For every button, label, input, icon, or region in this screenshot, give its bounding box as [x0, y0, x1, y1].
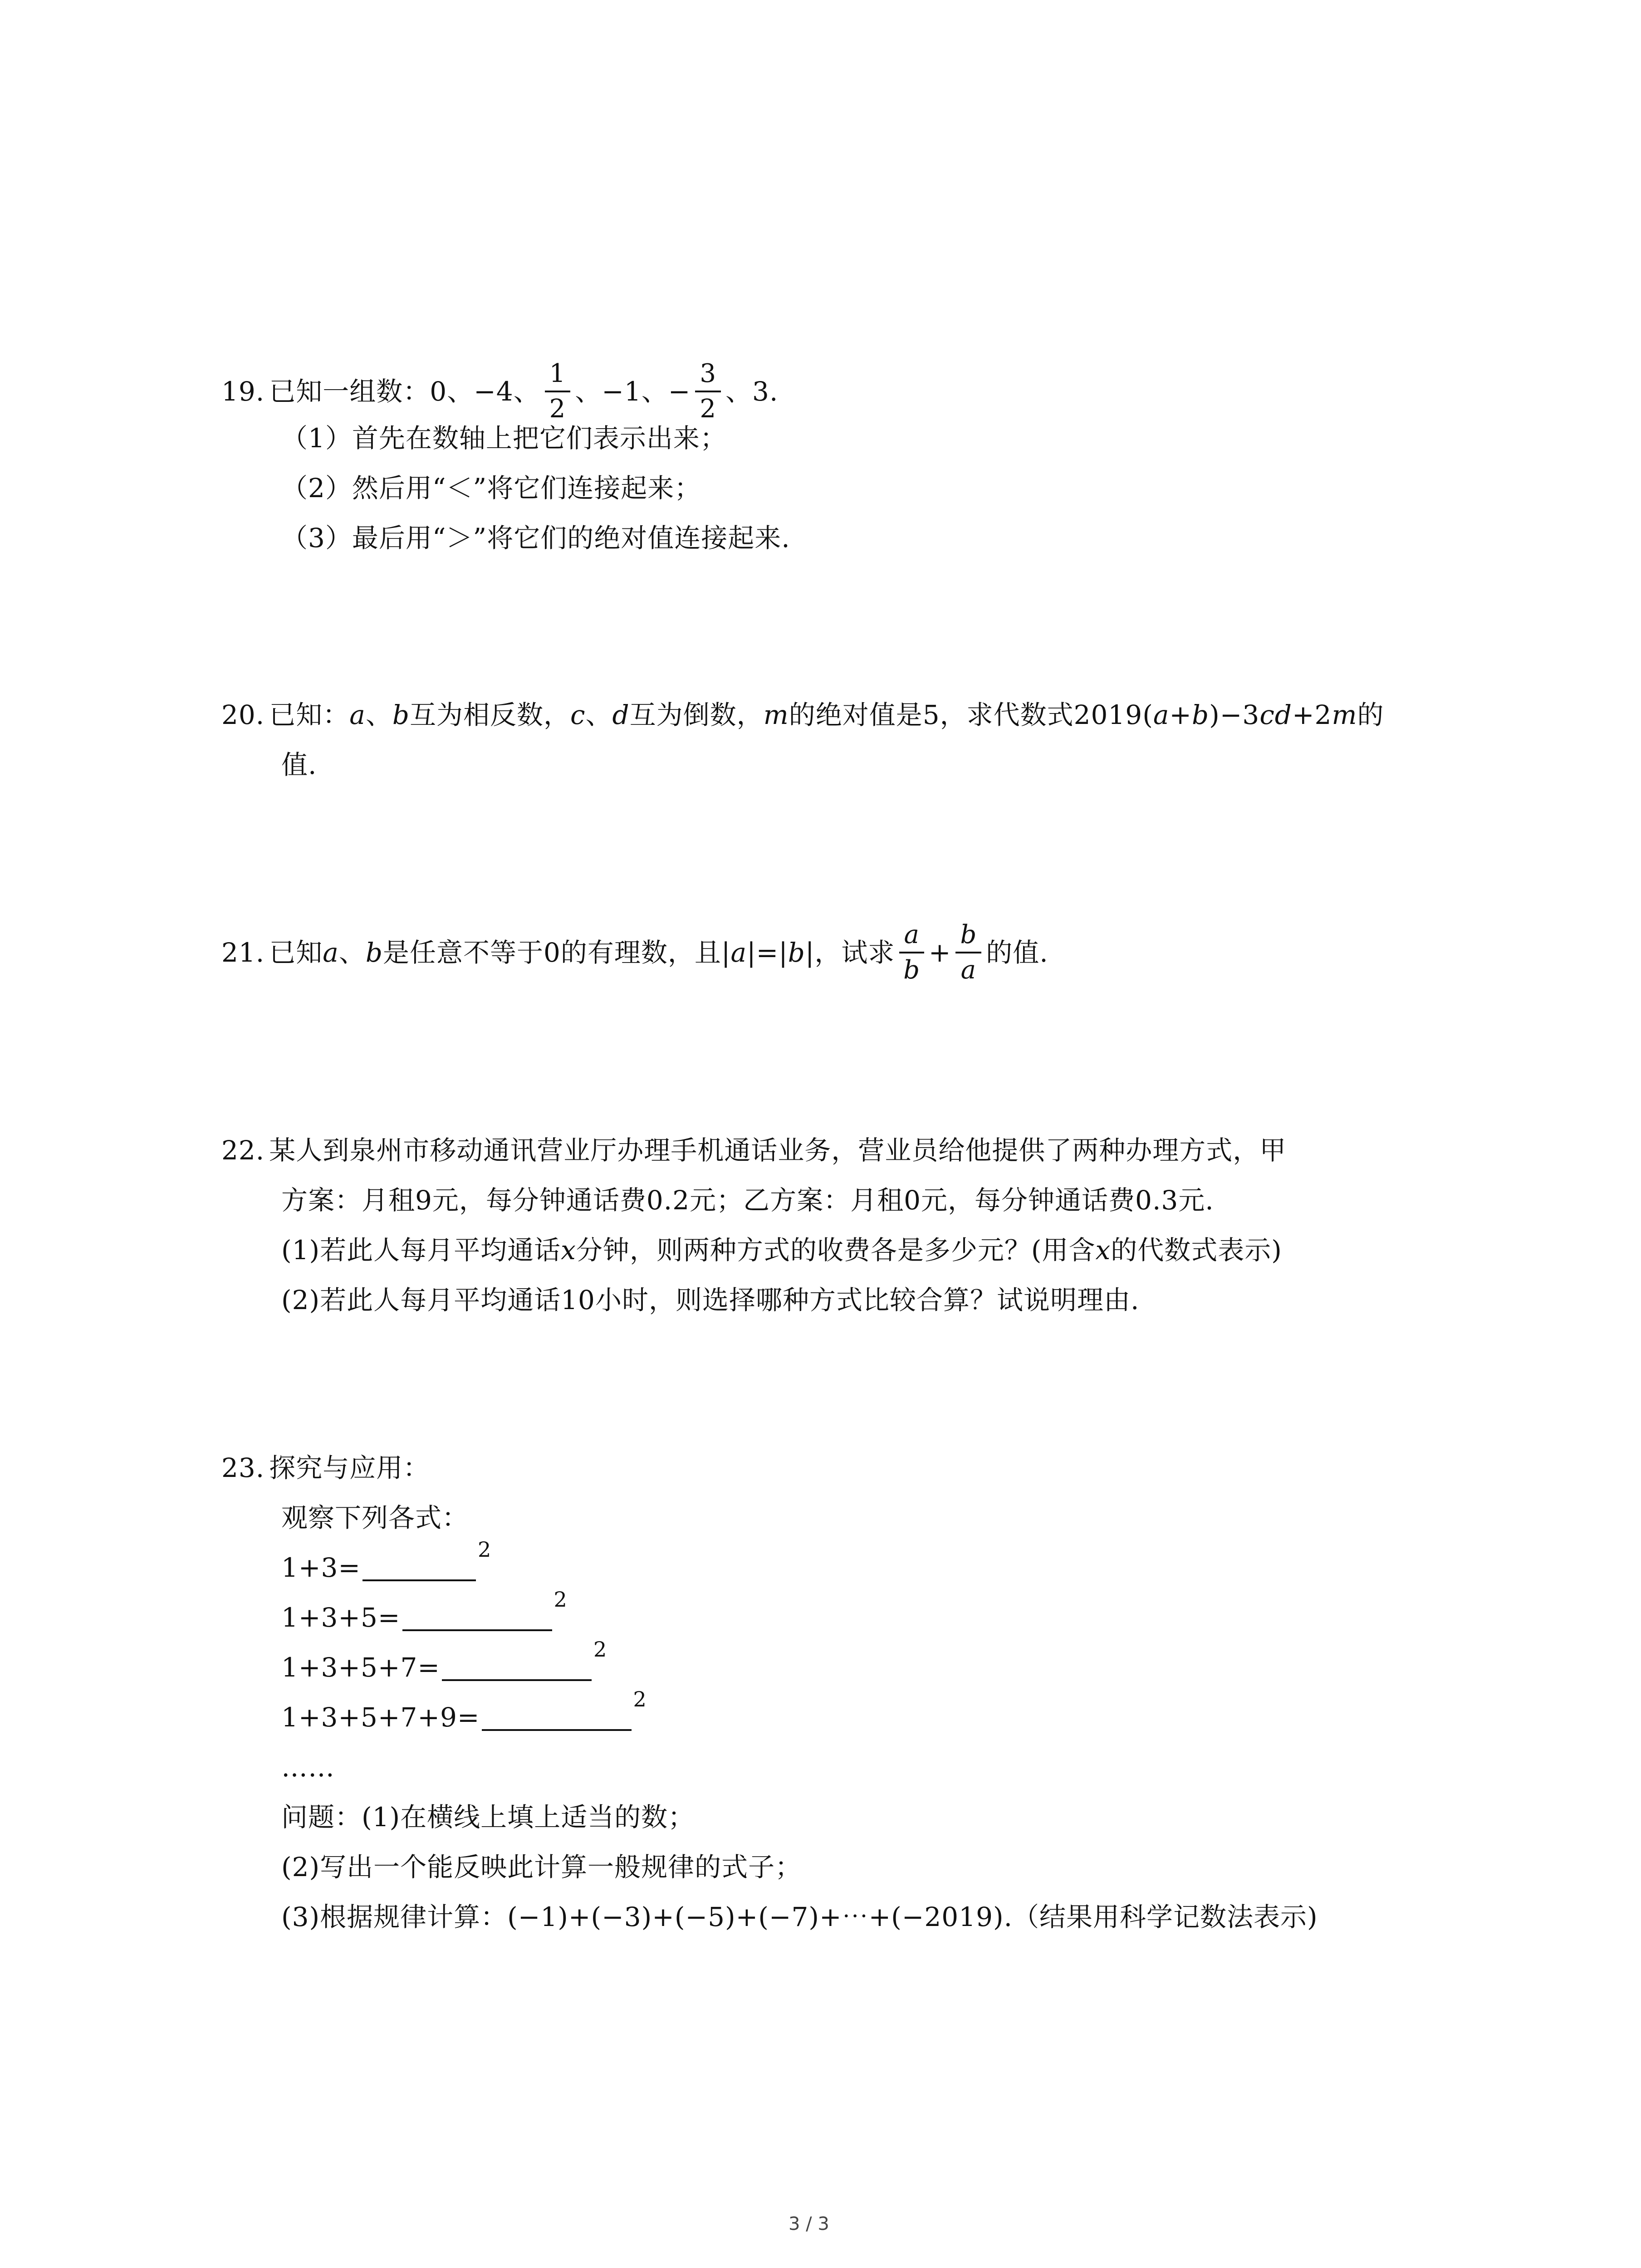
var-d: d — [612, 699, 630, 730]
q21-text: 是任意不等于0的有理数，且| — [383, 937, 731, 968]
fraction-numerator: 3 — [695, 359, 721, 392]
superscript: 2 — [593, 1637, 607, 1662]
var-cd: cd — [1259, 699, 1292, 730]
q19-intro-text: 已知一组数：0、−4、 — [269, 376, 540, 407]
var-x: x — [1095, 1235, 1111, 1266]
q21-text: 已知 — [269, 937, 323, 968]
fraction-three-halves — [695, 359, 721, 424]
fill-blank — [402, 1604, 552, 1631]
fraction-denominator: a — [960, 955, 977, 985]
q23-observe: 观察下列各式： — [281, 1502, 469, 1533]
var-c: c — [570, 699, 586, 730]
q23-problem-3: (3)根据规律计算：(−1)+(−3)+(−5)+(−7)+⋯+(−2019).（结果用科学记数法表示) — [281, 1901, 1318, 1932]
q22-stem — [221, 1134, 1286, 1167]
var-b: b — [788, 937, 805, 968]
fill-blank — [442, 1654, 592, 1681]
var-a: a — [323, 937, 339, 968]
q20-stem — [221, 699, 1384, 731]
superscript: 2 — [554, 1587, 568, 1612]
var-x: x — [561, 1235, 576, 1266]
q20-line-2: 值. — [281, 749, 317, 780]
var-a: a — [349, 699, 366, 730]
question-number: 19. — [221, 376, 265, 407]
q23-expr-1 — [281, 1537, 492, 1584]
q22-text: 分钟，则两种方式的收费各是多少元？(用含 — [576, 1235, 1096, 1266]
question-number: 21. — [221, 937, 265, 968]
q20-text: 、 — [365, 699, 392, 730]
superscript: 2 — [633, 1687, 647, 1711]
fraction-numerator: 1 — [545, 359, 571, 392]
var-b: b — [365, 937, 383, 968]
var-a: a — [730, 937, 747, 968]
q23-expr-2 — [281, 1587, 568, 1634]
q22-sub-1 — [281, 1234, 1282, 1266]
q23-title: 探究与应用： — [269, 1452, 430, 1483]
q23-ellipsis: …… — [281, 1752, 335, 1783]
page-number: 3 / 3 — [789, 2214, 829, 2234]
question-number: 20. — [221, 699, 265, 730]
q23-stem — [221, 1452, 430, 1484]
q23-problem-2: (2)写出一个能反映此计算一般规律的式子； — [281, 1852, 802, 1882]
q20-text: 互为相反数， — [410, 699, 571, 730]
var-b: b — [1192, 699, 1210, 730]
expression: 1+3+5= — [281, 1602, 401, 1633]
q22-line-1: 某人到泉州市移动通讯营业厅办理手机通话业务，营业员给他提供了两种办理方式，甲 — [269, 1135, 1287, 1166]
q19-sub-2: （2）然后用“＜”将它们连接起来； — [281, 473, 701, 503]
q22-text: (1)若此人每月平均通话 — [281, 1235, 561, 1266]
q21-text: 、 — [338, 937, 366, 968]
var-a: a — [1153, 699, 1170, 730]
var-b: b — [392, 699, 410, 730]
q19-sub-3: （3）最后用“＞”将它们的绝对值连接起来. — [281, 523, 790, 553]
plus-sign: + — [1169, 699, 1192, 730]
plus-sign: + — [928, 937, 951, 968]
q21-text: 的值. — [986, 937, 1048, 968]
q21-text: |=| — [747, 937, 788, 968]
q19-sub-1: （1）首先在数轴上把它们表示出来； — [281, 423, 727, 454]
q21-stem — [221, 912, 1048, 993]
q20-text: 已知： — [269, 699, 350, 730]
fraction-numerator: b — [955, 920, 981, 953]
var-m: m — [763, 699, 789, 730]
expression: 1+3+5+7+9= — [281, 1702, 480, 1733]
fraction-denominator: 2 — [549, 394, 566, 424]
fraction-b-over-a — [955, 920, 981, 985]
q22-sub-2: (2)若此人每月平均通话10小时，则选择哪种方式比较合算？试说明理由. — [281, 1285, 1140, 1315]
expression: 1+3+5+7= — [281, 1652, 440, 1683]
fraction-one-half — [545, 359, 571, 424]
q20-text: )−3 — [1209, 699, 1260, 730]
q19-mid-text: 、−1、− — [575, 376, 691, 407]
q21-text: |，试求 — [805, 937, 895, 968]
q20-text: 的绝对值是5，求代数式2019( — [789, 699, 1153, 730]
q19-end-text: 、3. — [725, 376, 779, 407]
expression: 1+3= — [281, 1552, 361, 1583]
q20-text: +2 — [1292, 699, 1332, 730]
fraction-denominator: 2 — [700, 394, 717, 424]
q20-text: 、 — [585, 699, 612, 730]
fraction-numerator: a — [899, 920, 924, 953]
superscript: 2 — [478, 1537, 492, 1562]
q23-expr-4 — [281, 1687, 647, 1734]
fill-blank — [482, 1704, 632, 1731]
q20-text: 的 — [1357, 699, 1384, 730]
var-m: m — [1332, 699, 1357, 730]
question-number: 23. — [221, 1452, 265, 1483]
fraction-a-over-b — [899, 920, 924, 985]
fill-blank — [362, 1554, 476, 1581]
q20-text: 互为倒数， — [629, 699, 764, 730]
fraction-denominator: b — [903, 955, 921, 985]
q22-text: 的代数式表示) — [1111, 1235, 1282, 1266]
q23-expr-3 — [281, 1637, 607, 1684]
q23-problem-1: 问题：(1)在横线上填上适当的数； — [281, 1802, 695, 1833]
question-number: 22. — [221, 1135, 265, 1166]
q22-line-2: 方案：月租9元，每分钟通话费0.2元；乙方案：月租0元，每分钟通话费0.3元. — [281, 1185, 1214, 1216]
